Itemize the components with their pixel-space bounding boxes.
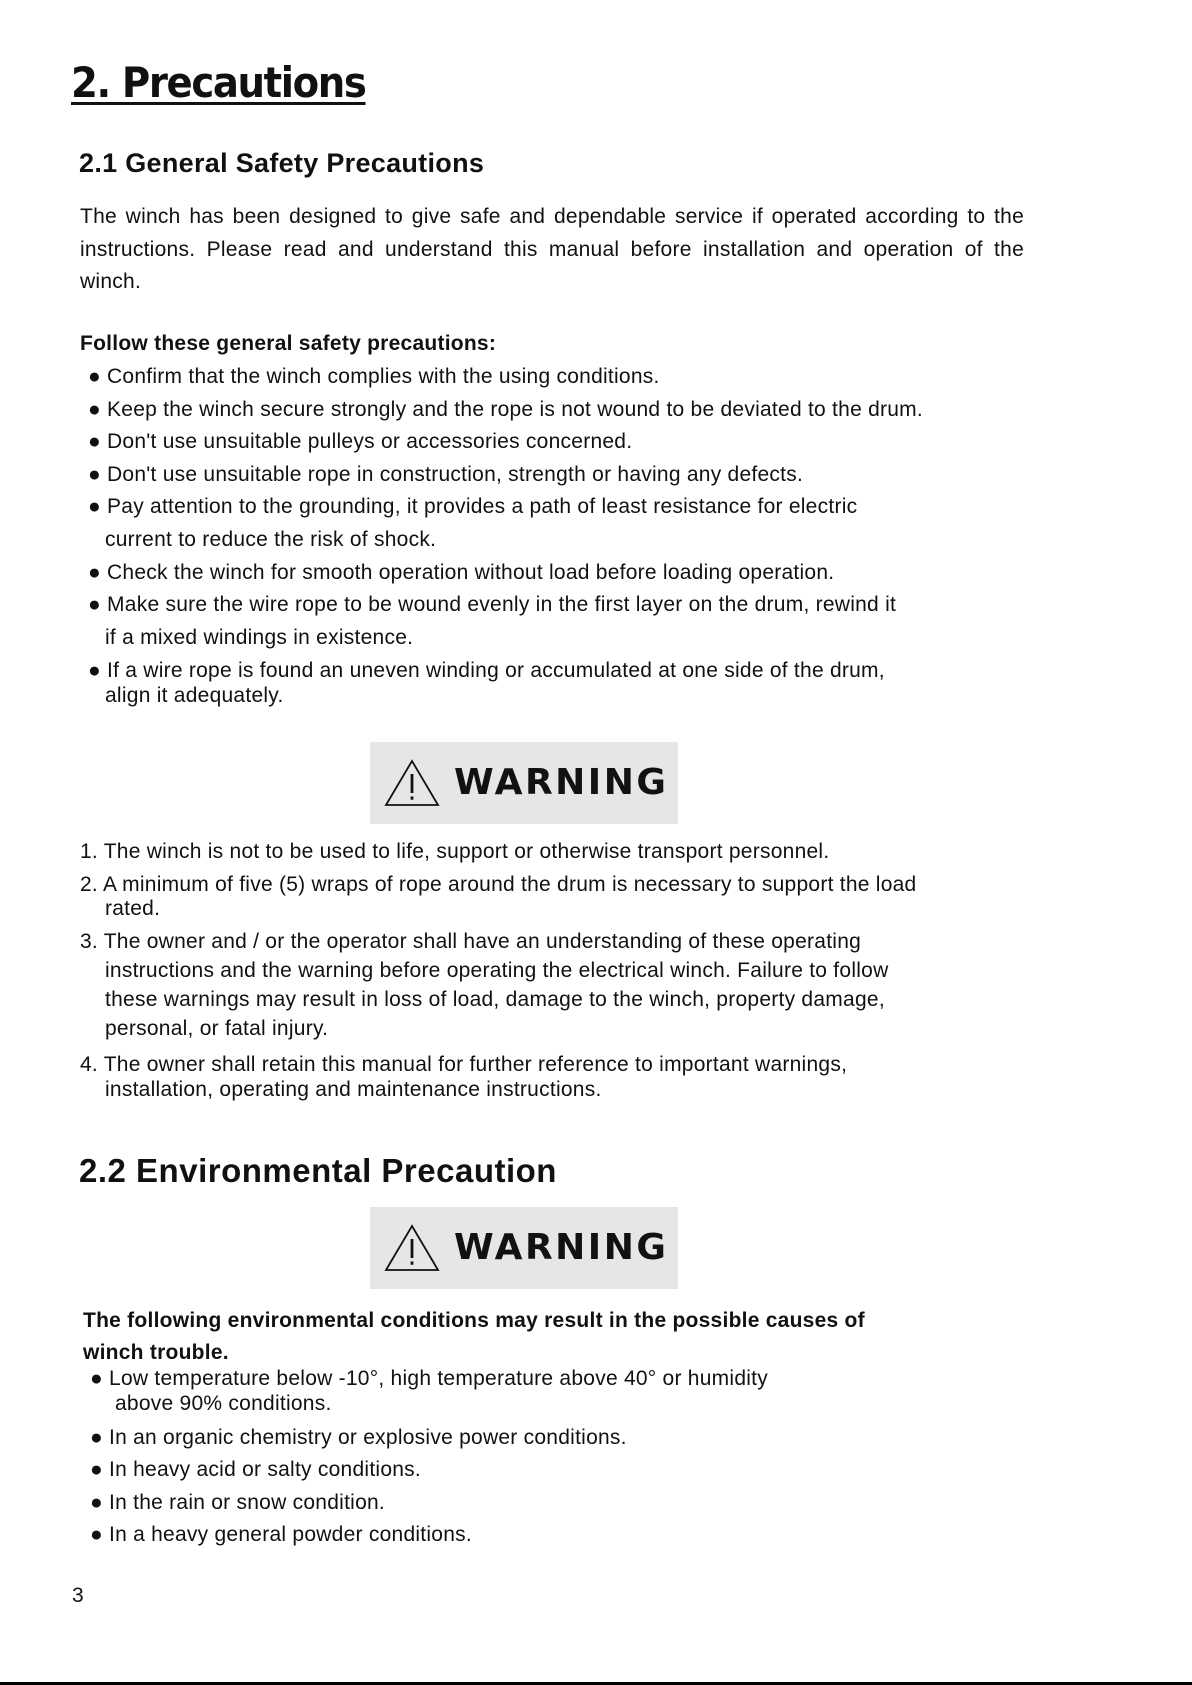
warning-item-continuation: personal, or fatal injury.: [105, 1017, 329, 1040]
list-item-continuation: if a mixed windings in existence.: [105, 626, 414, 649]
list-item: ● Don't use unsuitable rope in construction, strength or having any defects.: [88, 463, 804, 486]
list-item: ● Check the winch for smooth operation without load before loading operation.: [88, 561, 835, 584]
warning-box: [370, 742, 678, 824]
list-item: ● Low temperature below -10°, high temperature above 40° or humidity: [90, 1367, 768, 1390]
environmental-intro: The following environmental conditions may result in the possible causes of: [83, 1309, 865, 1332]
list-item: ● Keep the winch secure strongly and the rope is not wound to be deviated to the drum.: [88, 398, 924, 421]
environmental-intro-continuation: winch trouble.: [83, 1341, 229, 1364]
list-item: ● Don't use unsuitable pulleys or accessories concerned.: [88, 430, 633, 453]
warning-triangle-icon: [384, 1223, 440, 1273]
list-item: ● Confirm that the winch complies with the using conditions.: [88, 365, 660, 388]
section-heading-general-safety: 2.1 General Safety Precautions: [79, 148, 485, 178]
warning-item-continuation: instructions and the warning before operating the electrical winch. Failure to follow: [105, 959, 889, 982]
warning-label: WARNING: [454, 762, 669, 803]
warning-item-continuation: these warnings may result in loss of load, damage to the winch, property damage,: [105, 988, 885, 1011]
warning-box: [370, 1207, 678, 1289]
warning-label: WARNING: [454, 1227, 669, 1268]
list-item-continuation: above 90% conditions.: [115, 1392, 332, 1415]
list-item: ● Make sure the wire rope to be wound evenly in the first layer on the drum, rewind it: [88, 593, 897, 616]
warning-item: 1. The winch is not to be used to life, support or otherwise transport personnel.: [80, 840, 830, 863]
list-item: ● In heavy acid or salty conditions.: [90, 1458, 422, 1481]
warning-item: 2. A minimum of five (5) wraps of rope around the drum is necessary to support the load: [80, 873, 917, 896]
warning-item: 3. The owner and / or the operator shall have an understanding of these operating: [80, 930, 862, 953]
follow-precautions-heading: Follow these general safety precautions:: [80, 332, 497, 355]
list-item: ● In the rain or snow condition.: [90, 1491, 386, 1514]
list-item-continuation: current to reduce the risk of shock.: [105, 528, 437, 551]
list-item: ● Pay attention to the grounding, it provides a path of least resistance for electric: [88, 495, 858, 518]
list-item: ● In a heavy general powder conditions.: [90, 1523, 472, 1546]
list-item-continuation: align it adequately.: [105, 684, 284, 707]
warning-item: 4. The owner shall retain this manual for further reference to important warnings,: [80, 1053, 848, 1076]
warning-item-continuation: rated.: [105, 897, 161, 920]
section-heading-environmental: 2.2 Environmental Precaution: [79, 1152, 557, 1189]
warning-item-continuation: installation, operating and maintenance instructions.: [105, 1078, 602, 1101]
list-item: ● If a wire rope is found an uneven winding or accumulated at one side of the drum,: [88, 659, 885, 682]
section-intro-paragraph: The winch has been designed to give safe and dependable service if operated according to the instructions. Please read and understand this manual before installation and operation of the winch.: [80, 205, 1024, 293]
list-item: ● In an organic chemistry or explosive power conditions.: [90, 1426, 627, 1449]
page-title: 2. Precautions: [71, 58, 366, 107]
page-number: 3: [72, 1584, 84, 1607]
warning-triangle-icon: [384, 758, 440, 808]
